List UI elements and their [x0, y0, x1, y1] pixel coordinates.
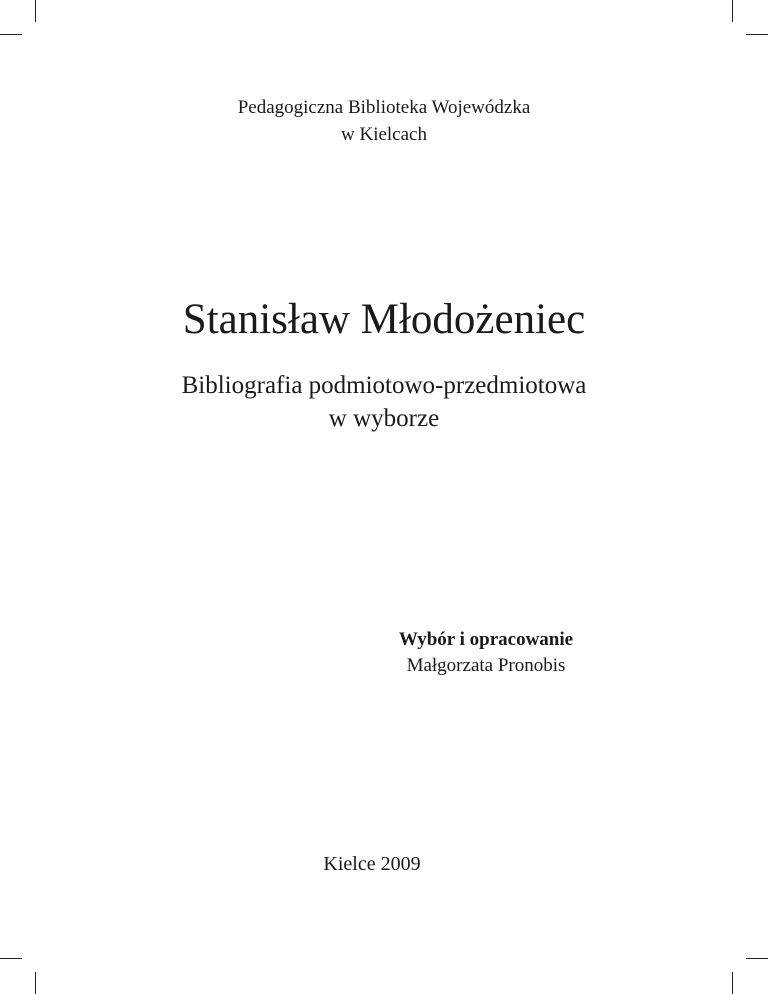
place-and-year: Kielce 2009 [323, 853, 421, 875]
crop-mark-top-left-horizontal [0, 34, 22, 35]
crop-mark-bottom-right-vertical [732, 972, 733, 994]
page-title: Stanisław Młodożeniec [182, 296, 586, 343]
credits-label: Wybór i opracowanie [398, 629, 574, 650]
crop-mark-bottom-left-horizontal [0, 958, 22, 959]
crop-mark-top-left-vertical [35, 0, 36, 22]
subtitle-line-2: w wyborze [328, 405, 440, 432]
crop-mark-top-right-horizontal [746, 34, 768, 35]
institution-name: Pedagogiczna Biblioteka Wojewódzka [237, 97, 531, 118]
credits-author: Małgorzata Pronobis [406, 655, 566, 676]
crop-mark-top-right-vertical [732, 0, 733, 22]
institution-city: w Kielcach [341, 124, 427, 145]
crop-mark-bottom-left-vertical [35, 972, 36, 994]
crop-mark-bottom-right-horizontal [746, 958, 768, 959]
subtitle-line-1: Bibliografia podmiotowo-przedmiotowa [181, 372, 587, 399]
